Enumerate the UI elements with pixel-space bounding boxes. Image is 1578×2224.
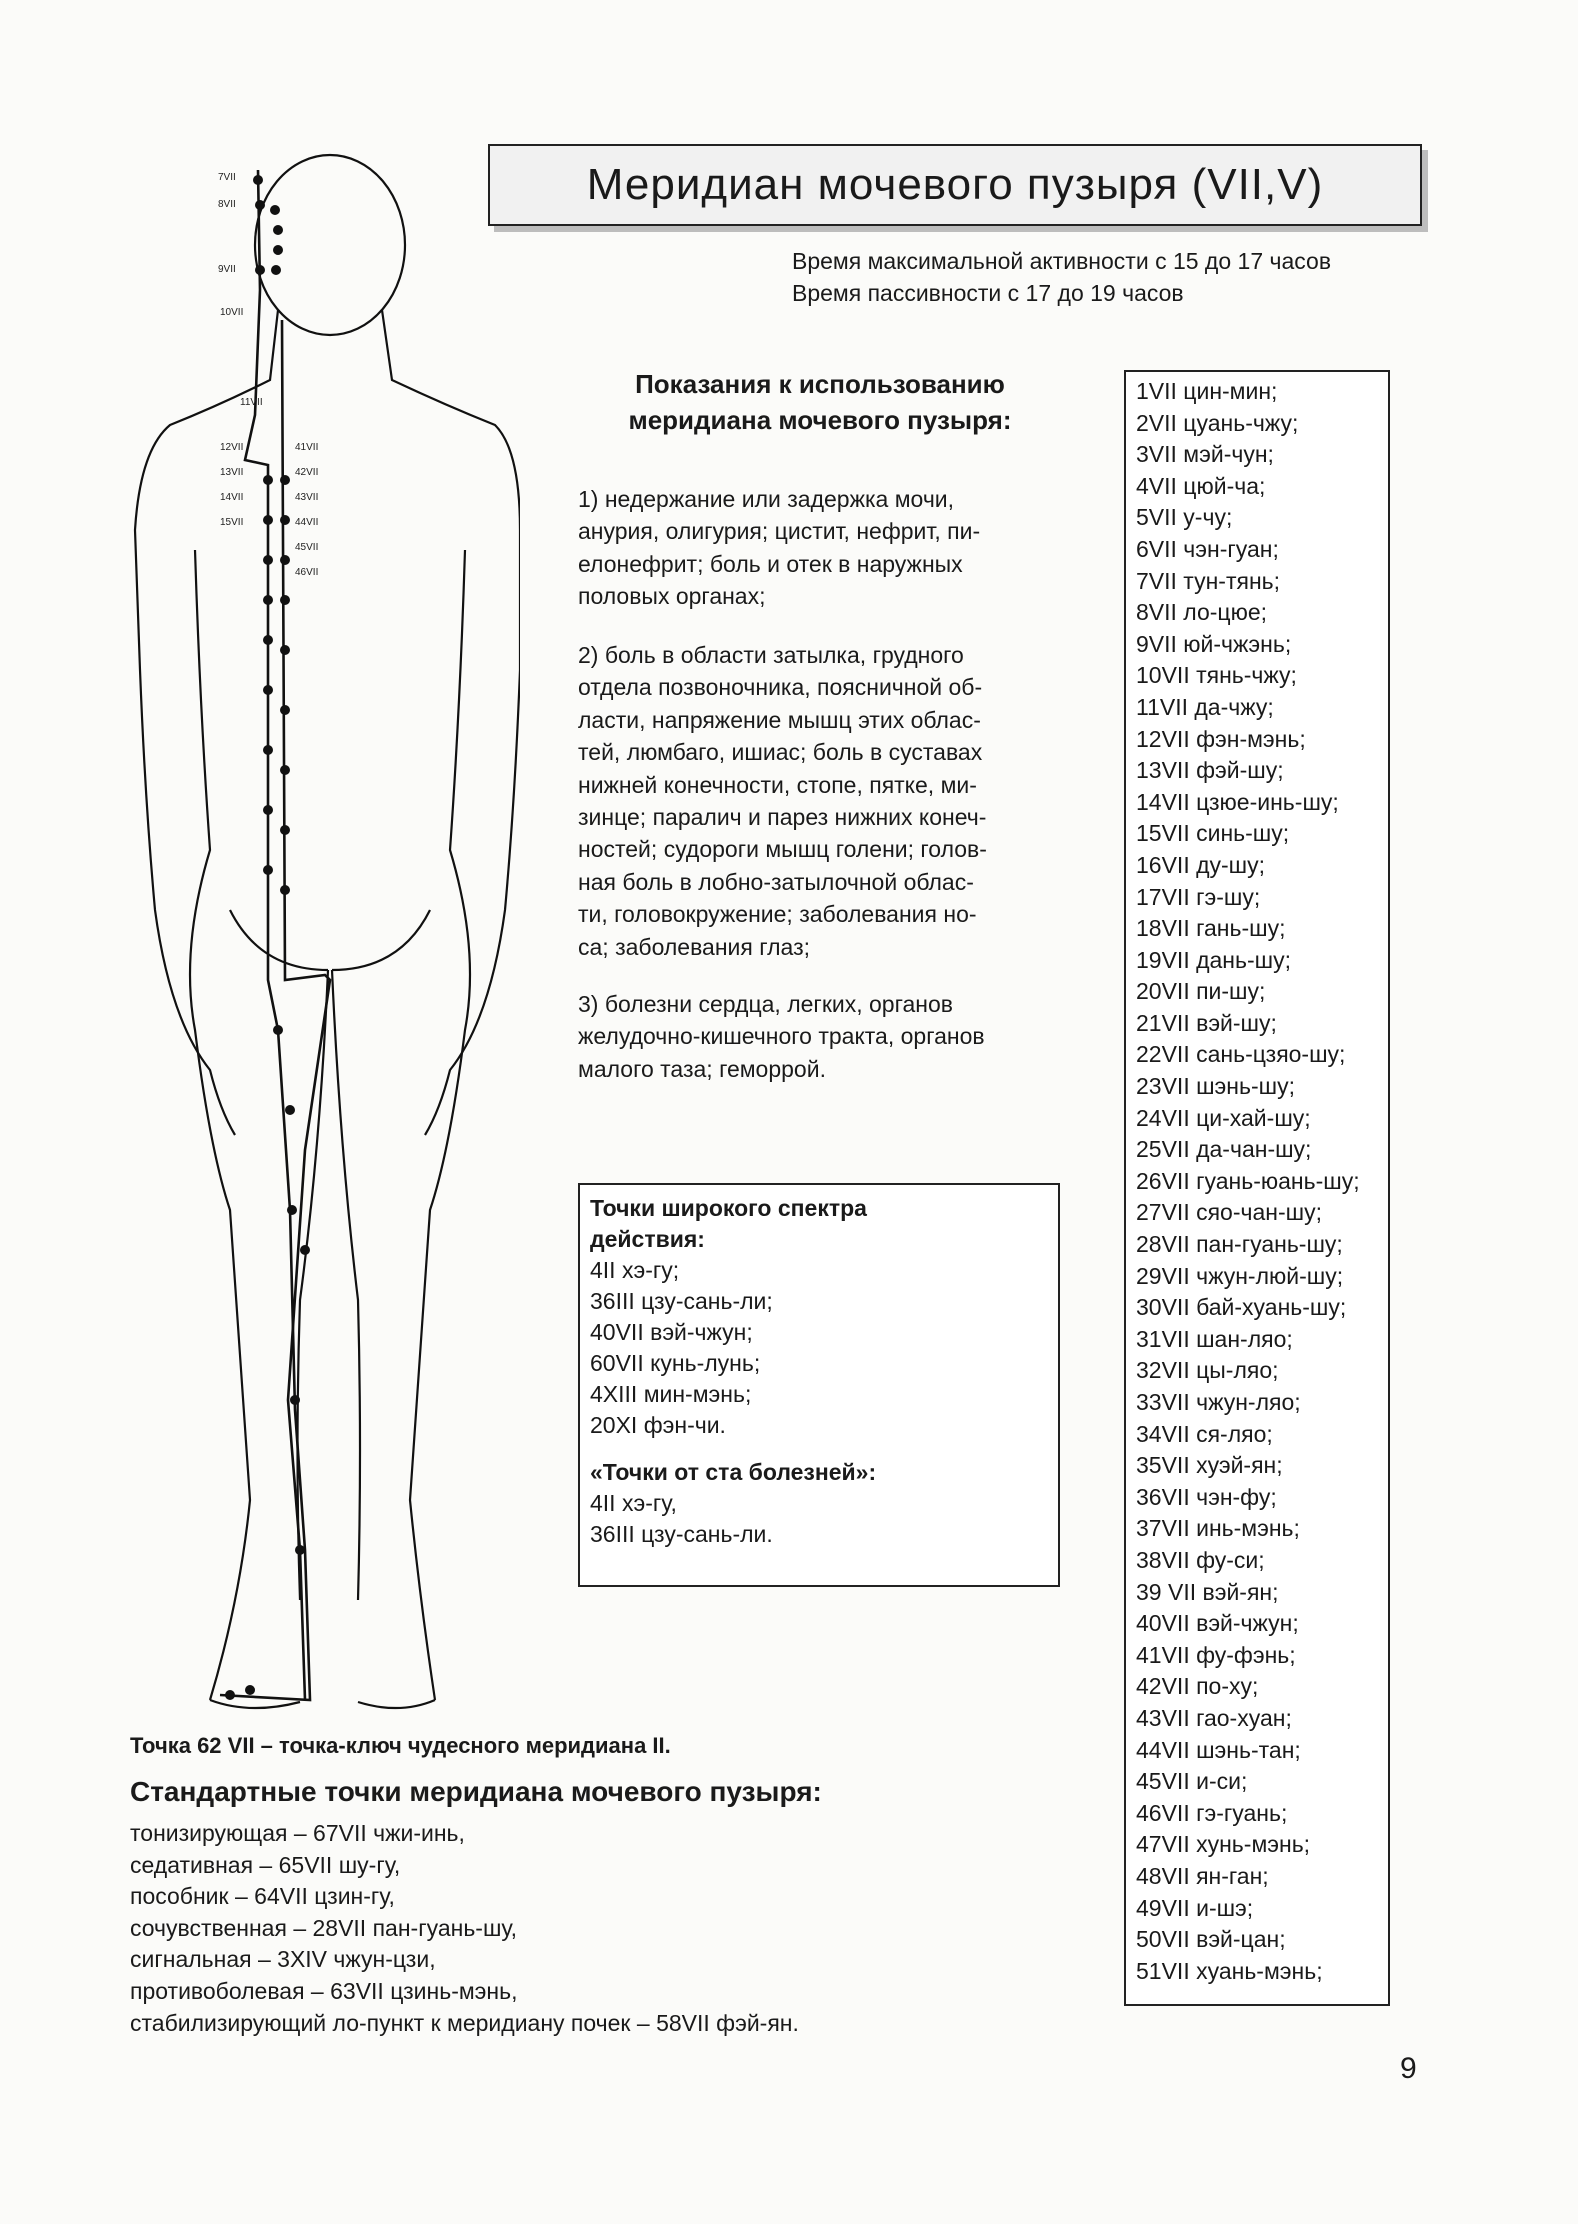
point-item: 27VII сяо-чан-шу; bbox=[1136, 1199, 1322, 1226]
point-item: 42VII по-ху; bbox=[1136, 1673, 1259, 1700]
body-outline bbox=[135, 155, 520, 1708]
broad-spectrum-item: 36III цзу-сань-ли; bbox=[590, 1288, 773, 1314]
svg-text:46VII: 46VII bbox=[295, 567, 319, 578]
point-item: 13VII фэй-шу; bbox=[1136, 757, 1284, 784]
broad-spectrum-item: 20XI фэн-чи. bbox=[590, 1412, 726, 1438]
point-item: 6VII чэн-гуан; bbox=[1136, 535, 1279, 562]
point-item: 48VII ян-ган; bbox=[1136, 1862, 1269, 1889]
indication-item-2: 2) боль в области затылка, грудного отдела позвоночника, поясничной об- ласти, напряжение мышц этих облас- тей, люмбаго, ишиас; боль в суставах нижней конечности, стопе, пятке, ми- зинце; паралич и парез нижних конеч- ностей; судороги мышц голени; голов- ная боль в лобно-затылочной облас- ти, головокружение; заболевания но- са; заболевания глаз; bbox=[578, 642, 987, 960]
point-item: 45VII и-си; bbox=[1136, 1768, 1248, 1795]
title-box bbox=[488, 144, 1422, 226]
broad-spectrum-box bbox=[578, 1183, 1060, 1587]
indications-heading-line-2: меридиана мочевого пузыря: bbox=[628, 405, 1012, 435]
point-item: 32VII цы-ляо; bbox=[1136, 1357, 1279, 1384]
point-item: 37VII инь-мэнь; bbox=[1136, 1515, 1300, 1542]
points-list bbox=[1126, 372, 1388, 1987]
svg-text:42VII: 42VII bbox=[295, 467, 319, 478]
standard-point-item: противоболевая – 63VII цзинь-мэнь, bbox=[130, 1977, 518, 2004]
point-item: 50VII вэй-цан; bbox=[1136, 1926, 1286, 1953]
meridian-figure bbox=[100, 150, 520, 1710]
broad-spectrum-heading-2: действия: bbox=[590, 1226, 705, 1252]
point-item: 44VII шэнь-тан; bbox=[1136, 1736, 1301, 1763]
indications-heading bbox=[570, 366, 1070, 438]
page-title: Меридиан мочевого пузыря (VII,V) bbox=[586, 160, 1324, 209]
standard-points-heading: Стандартные точки меридиана мочевого пузыря: bbox=[130, 1776, 822, 1807]
point-item: 35VII хуэй-ян; bbox=[1136, 1452, 1283, 1479]
point-item: 29VII чжун-люй-шу; bbox=[1136, 1262, 1344, 1289]
point-item: 25VII да-чан-шу; bbox=[1136, 1136, 1312, 1163]
points-list-box bbox=[1124, 370, 1390, 2006]
meridian-line bbox=[220, 170, 330, 1700]
point-item: 33VII чжун-ляо; bbox=[1136, 1389, 1301, 1415]
point-item: 5VII у-чу; bbox=[1136, 504, 1233, 531]
point-item: 39 VII вэй-ян; bbox=[1136, 1578, 1279, 1605]
point-item: 19VII дань-шу; bbox=[1136, 946, 1291, 973]
point-item: 24VII ци-хай-шу; bbox=[1136, 1104, 1311, 1131]
svg-text:41VII: 41VII bbox=[295, 442, 319, 453]
point-item: 18VII гань-шу; bbox=[1136, 915, 1286, 942]
svg-text:14VII: 14VII bbox=[220, 492, 244, 503]
broad-spectrum-item: 60VII кунь-лунь; bbox=[590, 1350, 761, 1376]
svg-text:45VII: 45VII bbox=[295, 542, 319, 553]
passive-time: Время пассивности с 17 до 19 часов bbox=[792, 280, 1184, 306]
broad-spectrum-item: 40VII вэй-чжун; bbox=[590, 1319, 753, 1345]
key-point-note: Точка 62 VII – точка-ключ чудесного меридиана II. bbox=[130, 1733, 671, 1758]
standard-point-item: пособник – 64VII цзин-гу, bbox=[130, 1883, 395, 1910]
broad-spectrum-item: 4XIII мин-мэнь; bbox=[590, 1381, 752, 1407]
point-item: 34VII ся-ляо; bbox=[1136, 1420, 1273, 1447]
indication-item-1: 1) недержание или задержка мочи, анурия, олигурия; цистит, нефрит, пи- елонефрит; боль и отек в наружных половых органах; bbox=[578, 486, 981, 610]
point-item: 40VII вэй-чжун; bbox=[1136, 1610, 1299, 1637]
svg-text:10VII: 10VII bbox=[220, 307, 244, 318]
point-item: 38VII фу-си; bbox=[1136, 1546, 1265, 1573]
max-activity-time: Время максимальной активности с 15 до 17 часов bbox=[792, 248, 1332, 274]
point-item: 9VII юй-чжэнь; bbox=[1136, 630, 1292, 657]
svg-text:15VII: 15VII bbox=[220, 517, 244, 528]
svg-text:9VII: 9VII bbox=[218, 264, 236, 275]
svg-text:8VII: 8VII bbox=[218, 199, 236, 210]
point-item: 36VII чэн-фу; bbox=[1136, 1483, 1277, 1510]
svg-text:11VII: 11VII bbox=[240, 397, 263, 408]
point-item: 26VII гуань-юань-шу; bbox=[1136, 1167, 1360, 1194]
point-item: 8VII ло-цюе; bbox=[1136, 599, 1268, 626]
point-item: 1VII цин-мин; bbox=[1136, 378, 1278, 404]
point-item: 41VII фу-фэнь; bbox=[1136, 1641, 1296, 1668]
svg-text:7VII: 7VII bbox=[218, 172, 236, 183]
point-item: 11VII да-чжу; bbox=[1136, 693, 1274, 720]
point-item: 16VII ду-шу; bbox=[1136, 851, 1266, 878]
point-item: 23VII шэнь-шу; bbox=[1136, 1073, 1295, 1100]
point-item: 10VII тянь-чжу; bbox=[1136, 662, 1297, 689]
standard-point-item: сочувственная – 28VII пан-гуань-шу, bbox=[130, 1914, 518, 1941]
standard-point-item: тонизирующая – 67VII чжи-инь, bbox=[130, 1820, 465, 1846]
point-item: 15VII синь-шу; bbox=[1136, 820, 1290, 847]
point-item: 21VII вэй-шу; bbox=[1136, 1009, 1277, 1036]
standard-point-item: сигнальная – 3XIV чжун-цзи, bbox=[130, 1946, 436, 1973]
point-item: 4VII цюй-ча; bbox=[1136, 472, 1266, 499]
broad-spectrum-heading-1: Точки широкого спектра bbox=[590, 1195, 867, 1221]
point-item: 49VII и-шэ; bbox=[1136, 1894, 1254, 1921]
point-item: 51VII хуань-мэнь; bbox=[1136, 1957, 1323, 1984]
standard-points-list bbox=[130, 1818, 799, 2039]
indications-heading-line-1: Показания к использованию bbox=[635, 369, 1005, 399]
point-item: 43VII гао-хуан; bbox=[1136, 1704, 1292, 1731]
svg-text:44VII: 44VII bbox=[295, 517, 319, 528]
point-item: 20VII пи-шу; bbox=[1136, 978, 1266, 1005]
standard-point-item: стабилизирующий ло-пункт к меридиану почек – 58VII фэй-ян. bbox=[130, 2009, 799, 2036]
page-number: 9 bbox=[1400, 2052, 1417, 2085]
point-item: 30VII бай-хуань-шу; bbox=[1136, 1294, 1347, 1321]
svg-text:13VII: 13VII bbox=[220, 467, 244, 478]
hundred-diseases-item: 4II хэ-гу, bbox=[590, 1490, 677, 1516]
point-item: 28VII пан-гуань-шу; bbox=[1136, 1231, 1343, 1258]
point-item: 47VII хунь-мэнь; bbox=[1136, 1831, 1311, 1858]
svg-text:12VII: 12VII bbox=[220, 442, 244, 453]
point-item: 14VII цзюе-инь-шу; bbox=[1136, 788, 1339, 815]
point-item: 46VII гэ-гуань; bbox=[1136, 1799, 1288, 1826]
point-item: 3VII мэй-чун; bbox=[1136, 441, 1274, 468]
point-item: 2VII цуань-чжу; bbox=[1136, 409, 1299, 436]
hundred-diseases-item: 36III цзу-сань-ли. bbox=[590, 1521, 773, 1547]
point-item: 7VII тун-тянь; bbox=[1136, 567, 1281, 594]
standard-point-item: седативная – 65VII шу-гу, bbox=[130, 1851, 401, 1878]
broad-spectrum-item: 4II хэ-гу; bbox=[590, 1257, 680, 1283]
point-item: 31VII шан-ляо; bbox=[1136, 1325, 1293, 1352]
point-item: 22VII сань-цзяо-шу; bbox=[1136, 1041, 1346, 1068]
indication-item-3: 3) болезни сердца, легких, органов желудочно-кишечного тракта, органов малого таза; геморрой. bbox=[578, 991, 985, 1082]
point-item: 17VII гэ-шу; bbox=[1136, 883, 1261, 910]
hundred-diseases-heading: «Точки от ста болезней»: bbox=[590, 1459, 877, 1485]
point-item: 12VII фэн-мэнь; bbox=[1136, 725, 1306, 752]
svg-text:43VII: 43VII bbox=[295, 492, 319, 503]
